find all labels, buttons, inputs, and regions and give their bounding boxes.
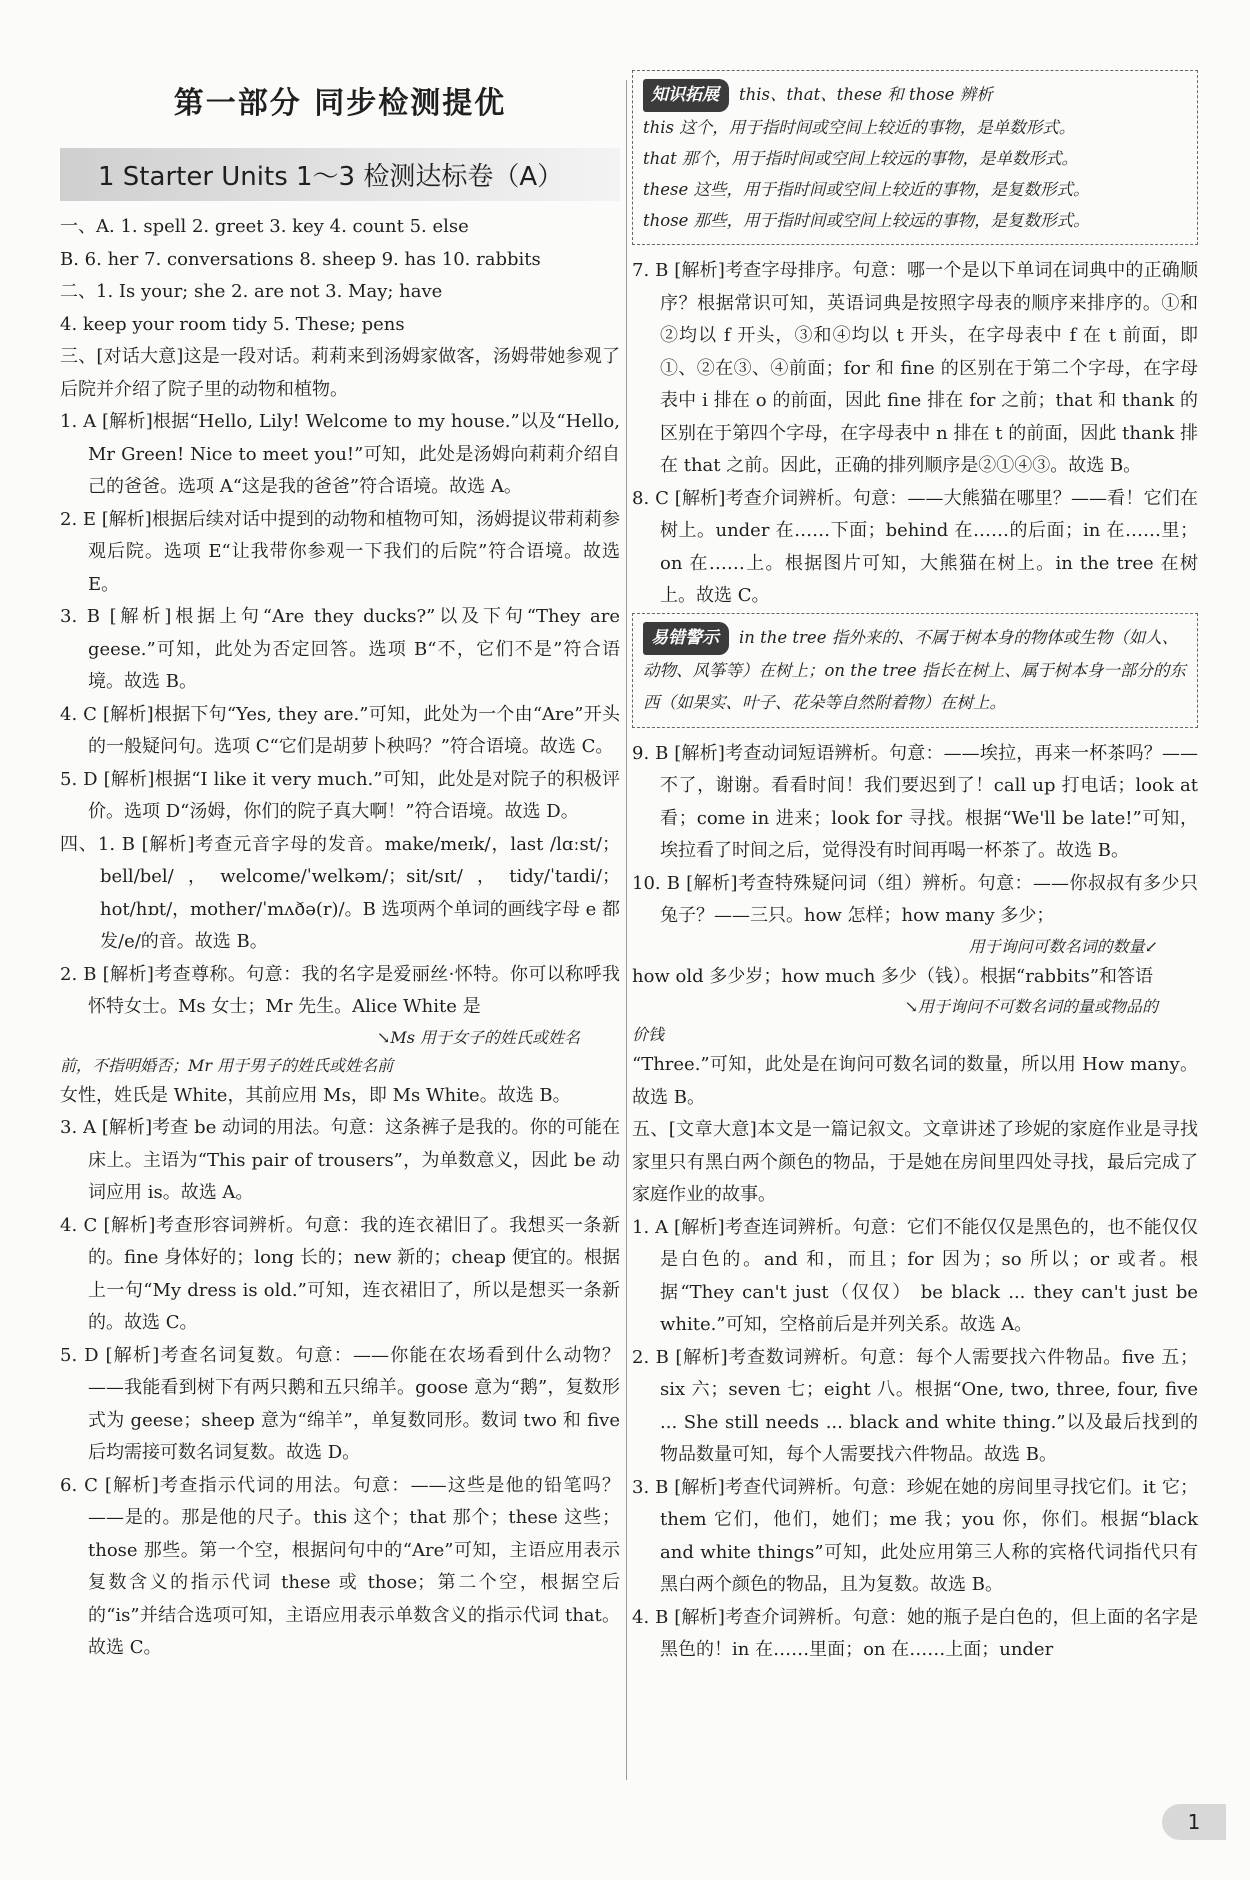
answer-paragraph: 4. keep your room tidy 5. These; pens bbox=[60, 313, 405, 335]
answer-paragraph: 三、[对话大意]这是一段对话。莉莉来到汤姆家做客，汤姆带她参观了后院并介绍了院子里的动物和植物。 bbox=[60, 346, 620, 400]
box-line: that 那个，用于指时间或空间上较远的事物，是单数形式。 bbox=[643, 149, 1078, 168]
box-line: this、that、these 和 those 辨析 bbox=[739, 85, 993, 104]
answer-paragraph: 7. B [解析]考查字母排序。句意：哪一个是以下单词在词典中的正确顺序？根据常识可知，英语词典是按照字母表的顺序来排序的。①和②均以 f 开头，③和④均以 t 开头，在字母表中 f 在 t 前面，即①、②在③、④前面；for 和 fine 的区别在于第二个字母，在字母表中 i 排在 o 的前面，因此 fine 排在 for 之前；that 和 thank 的区别在于第四个字母，在字母表中 n 排在 t 的前面，因此 thank 排在 that 之前。因此，正确的排列顺序是②①④③。故选 B。 bbox=[632, 260, 1198, 476]
answer-paragraph: 女性，姓氏是 White，其前应用 Ms，即 Ms White。故选 B。 bbox=[60, 1084, 571, 1106]
answer-paragraph: 二、1. Is your; she 2. are not 3. May; have bbox=[60, 281, 443, 302]
answer-paragraph: 2. B [解析]考查数词辨析。句意：每个人需要找六件物品。five 五；six 六；seven 七；eight 八。根据“One, two, three, four, five ... She still needs ... black and white thing.”以及最后找到的物品数量可知，每个人需要找六件物品。故选 B。 bbox=[632, 1346, 1198, 1465]
box-line: this 这个，用于指时间或空间上较近的事物，是单数形式。 bbox=[643, 118, 1076, 137]
answer-paragraph: 4. C [解析]根据下句“Yes, they are.”可知，此处为一个由“Are”开头的一般疑问句。选项 C“它们是胡萝卜秧吗？”符合语境。故选 C。 bbox=[60, 703, 620, 757]
answer-paragraph: how old 多少岁；how much 多少（钱）。根据“rabbits”和答语 bbox=[632, 965, 1154, 987]
answer-paragraph: 2. E [解析]根据后续对话中提到的动物和植物可知，汤姆提议带莉莉参观后院。选项 E“让我带你参观一下我们的后院”符合语境。故选 E。 bbox=[60, 508, 620, 595]
handwritten-note: 前，不指明婚否；Mr 用于男子的姓氏或姓名前 bbox=[60, 1055, 394, 1075]
answer-paragraph: 五、[文章大意]本文是一篇记叙文。文章讲述了珍妮的家庭作业是寻找家里只有黑白两个颜色的物品，于是她在房间里四处寻找，最后完成了家庭作业的故事。 bbox=[632, 1119, 1198, 1205]
answer-paragraph: 8. C [解析]考查介词辨析。句意：——大熊猫在哪里？——看！它们在树上。under 在……下面；behind 在……的后面；in 在……里；on 在……上。根据图片可知，大熊猫在树上。in the tree 在树上。故选 C。 bbox=[632, 487, 1198, 606]
answer-paragraph: B. 6. her 7. conversations 8. sheep 9. has 10. rabbits bbox=[60, 248, 541, 270]
answer-paragraph: 3. B [解析]考查代词辨析。句意：珍妮在她的房间里寻找它们。it 它；them 它们，他们，她们；me 我；you 你，你们。根据“black and white things”可知，此处应用第三人称的宾格代词指代只有黑白两个颜色的物品，且为复数。故选 B。 bbox=[632, 1476, 1198, 1595]
answer-paragraph: 一、A. 1. spell 2. greet 3. key 4. count 5. else bbox=[60, 216, 469, 237]
answer-paragraph: 4. B [解析]考查介词辨析。句意：她的瓶子是白色的，但上面的名字是黑色的！in 在……里面；on 在……上面；under bbox=[632, 1606, 1198, 1660]
left-body bbox=[60, 211, 620, 1665]
page-number: 1 bbox=[1162, 1804, 1226, 1840]
part-title: 第一部分 同步检测提优 bbox=[173, 86, 507, 121]
answer-paragraph: 9. B [解析]考查动词短语辨析。句意：——埃拉，再来一杯茶吗？——不了，谢谢。看看时间！我们要迟到了！call up 打电话；look at 看；come in 进来；look for 寻找。根据“We'll be late!”可知，埃拉看了时间之后，觉得没有时间再喝一杯茶了。故选 B。 bbox=[632, 742, 1198, 861]
column-divider bbox=[626, 80, 627, 1780]
common-mistake-badge: 易错警示 bbox=[643, 622, 729, 655]
right-body-b bbox=[632, 738, 1198, 1667]
box-line: these 这些，用于指时间或空间上较近的事物，是复数形式。 bbox=[643, 180, 1090, 199]
box-text: in the tree 指外来的、不属于树本身的物体或生物（如人、动物、风筝等）在树上；on the tree 指长在树上、属于树本身一部分的东西（如果实、叶子、花朵等自然附着物）在树上。 bbox=[643, 627, 1186, 712]
answer-paragraph: 5. D [解析]根据“I like it very much.”可知，此处是对院子的积极评价。选项 D“汤姆，你们的院子真大啊！”符合语境。故选 D。 bbox=[60, 768, 620, 822]
knowledge-extension-box bbox=[632, 70, 1198, 245]
answer-paragraph: 1. A [解析]根据“Hello, Lily! Welcome to my house.”以及“Hello, Mr Green! Nice to meet you!”可知，此处是汤姆向莉莉介绍自己的爸爸。选项 A“这是我的爸爸”符合语境。故选 A。 bbox=[60, 411, 620, 497]
answer-paragraph: 四、1. B [解析]考查元音字母的发音。make/meɪk/，last /lɑːst/；bell/bel/，welcome/ˈwelkəm/；sit/sɪt/，tidy/ˈtaɪdi/；hot/hɒt/，mother/ˈmʌðə(r)/。B 选项两个单词的画线字母 e 都发/e/的音。故选 B。 bbox=[60, 833, 620, 952]
answer-paragraph: 3. B [解析]根据上句“Are they ducks?”以及下句“They are geese.”可知，此处为否定回答。选项 B“不，它们不是”符合语境。故选 B。 bbox=[60, 606, 620, 692]
answer-paragraph: 5. D [解析]考查名词复数。句意：——你能在农场看到什么动物？——我能看到树下有两只鹅和五只绵羊。goose 意为“鹅”，复数形式为 geese；sheep 意为“绵羊”，单复数同形。数词 two 和 five 后均需接可数名词复数。故选 D。 bbox=[60, 1344, 620, 1463]
answer-paragraph: “Three.”可知，此处是在询问可数名词的数量，所以用 How many。故选 B。 bbox=[632, 1054, 1198, 1108]
answer-paragraph: 1. A [解析]考查连词辨析。句意：它们不能仅仅是黑色的，也不能仅仅是白色的。and 和，而且；for 因为；so 所以；or 或者。根据“They can't just（仅仅） be black ... they can't just be white.”可知，空格前后是并列关系。故选 A。 bbox=[632, 1216, 1198, 1335]
right-body-a bbox=[632, 255, 1198, 613]
common-mistake-box bbox=[632, 613, 1198, 728]
box-line: those 那些，用于指时间或空间上较远的事物，是复数形式。 bbox=[643, 211, 1090, 230]
handwritten-note: 用于询问可数名词的数量↙ bbox=[968, 936, 1158, 956]
handwritten-note: ↘用于询问不可数名词的量或物品的 bbox=[904, 997, 1158, 1016]
handwritten-note: ↘Ms 用于女子的姓氏或姓名 bbox=[376, 1027, 580, 1047]
answer-paragraph: 10. B [解析]考查特殊疑问词（组）辨析。句意：——你叔叔有多少只兔子？——三只。how 怎样；how many 多少； bbox=[632, 872, 1198, 926]
right-column bbox=[632, 70, 1198, 1667]
answer-paragraph: 4. C [解析]考查形容词辨析。句意：我的连衣裙旧了。我想买一条新的。fine 身体好的；long 长的；new 新的；cheap 便宜的。根据上一句“My dress is old.”可知，连衣裙旧了，所以是想买一条新的。故选 C。 bbox=[60, 1214, 620, 1333]
handwritten-note: 价钱 bbox=[632, 1025, 665, 1044]
answer-paragraph: 2. B [解析]考查尊称。句意：我的名字是爱丽丝·怀特。你可以称呼我怀特女士。Ms 女士；Mr 先生。Alice White 是 bbox=[60, 963, 620, 1017]
answer-paragraph: 6. C [解析]考查指示代词的用法。句意：——这些是他的铅笔吗？——是的。那是他的尺子。this 这个；that 那个；these 这些；those 那些。第一个空，根据问句中的“Are”可知，主语应用表示复数含义的指示代词 these 或 those；第二个空，根据空后的“is”并结合选项可知，主语应用表示单数含义的指示代词 that。故选 C。 bbox=[60, 1474, 620, 1658]
knowledge-extension-badge: 知识拓展 bbox=[643, 79, 729, 112]
answer-paragraph: 3. A [解析]考查 be 动词的用法。句意：这条裤子是我的。你的可能在床上。主语为“This pair of trousers”，为单数意义，因此 be 动词应用 is。故选 A。 bbox=[60, 1117, 620, 1203]
unit-title: 1 Starter Units 1～3 检测达标卷（A） bbox=[60, 148, 620, 201]
left-column bbox=[60, 70, 620, 1665]
